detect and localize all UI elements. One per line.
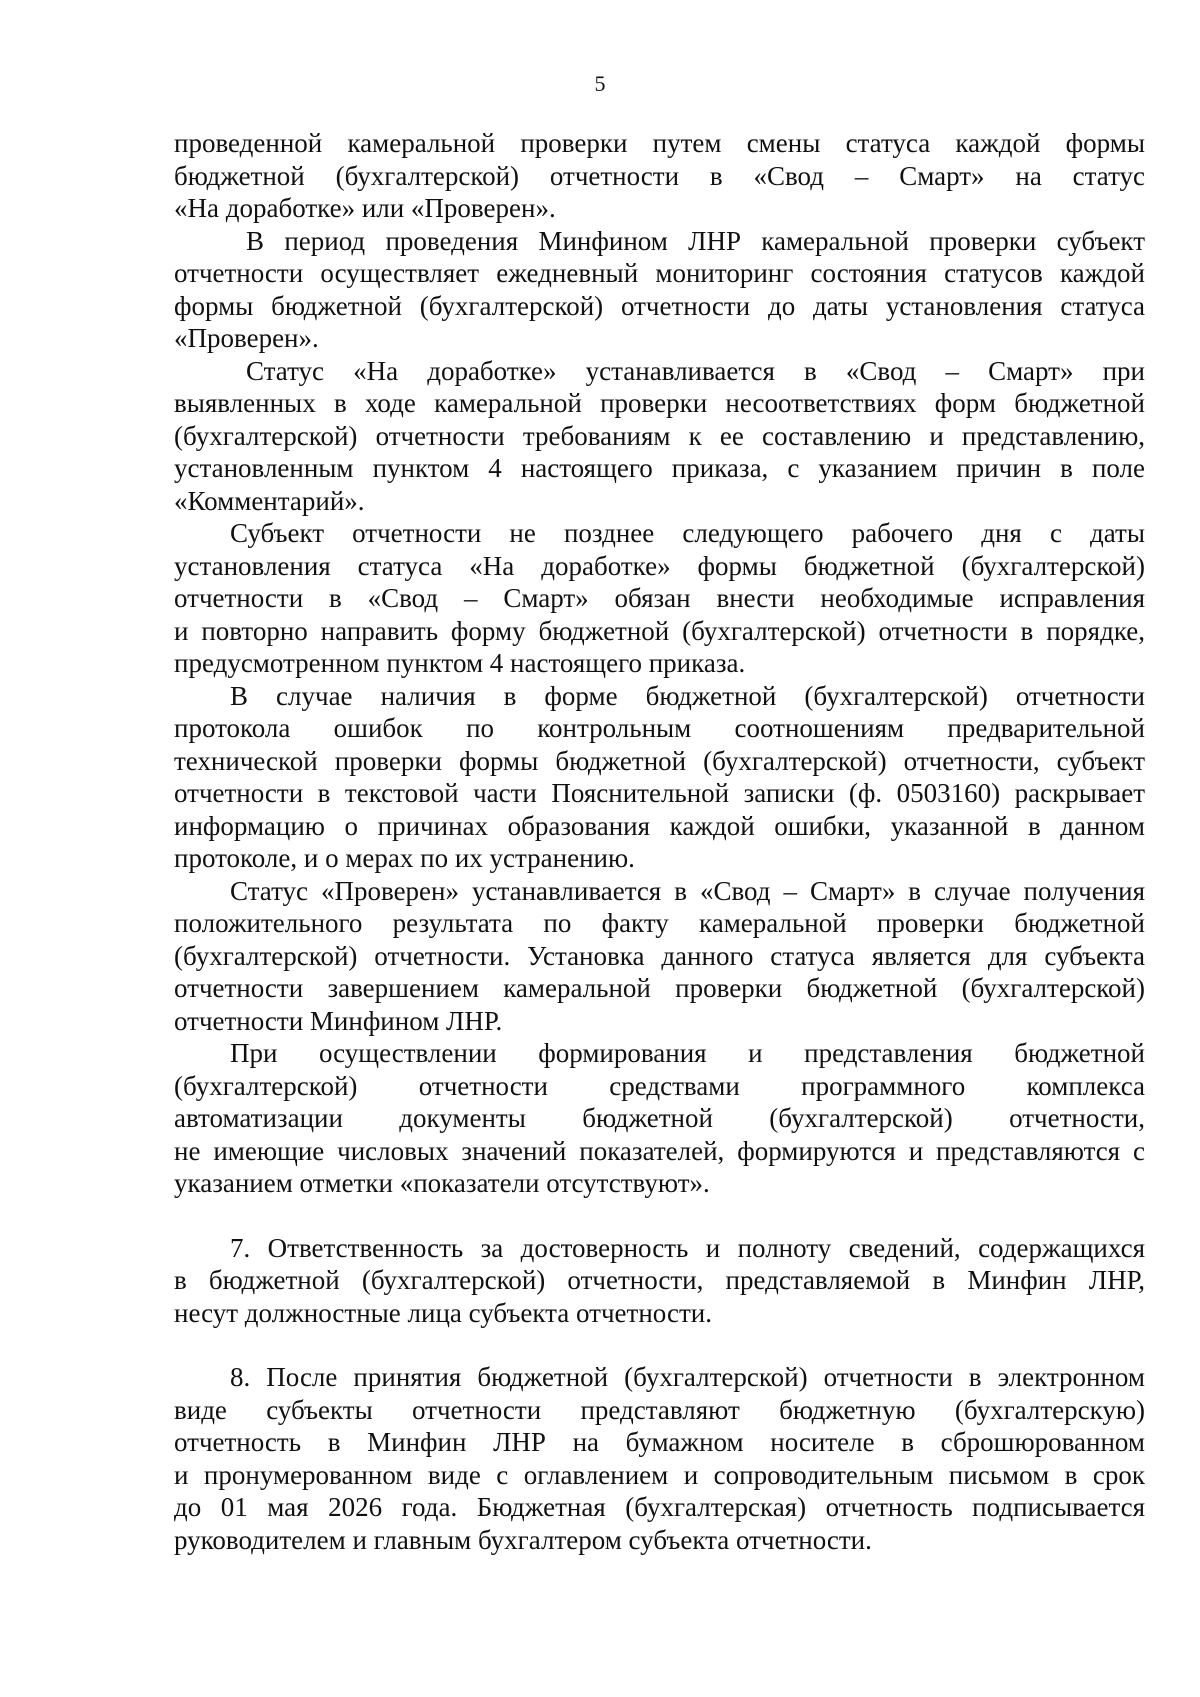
text-line: не имеющие числовых значений показателей, формируются и представляются с	[174, 1135, 1145, 1166]
text-line: отчетности в текстовой части Пояснительной записки (ф. 0503160) раскрывает	[174, 778, 1145, 808]
text-line: установленным пунктом 4 настоящего приказа, с указанием причин в поле	[174, 453, 1145, 483]
text-line: отчетности осуществляет ежедневный мониторинг состояния статусов каждой	[174, 258, 1145, 288]
text-line: (бухгалтерской) отчетности средствами программного комплекса	[174, 1070, 1145, 1101]
paragraph-continuation	[174, 127, 1145, 225]
text-line: информацию о причинах образования каждой ошибки, указанной в данном	[174, 810, 1145, 841]
text-line: проведенной камеральной проверки путем смены статуса каждой формы	[174, 128, 1145, 158]
text-line: Субъект отчетности не позднее следующего рабочего дня с даты	[230, 518, 1145, 548]
page-number: 5	[594, 71, 606, 96]
text-line: руководителем и главным бухгалтером субъекта отчетности.	[174, 1524, 872, 1555]
paragraph-monitoring	[174, 225, 1145, 355]
paragraph-no-values	[174, 1037, 1145, 1200]
text-line: автоматизации документы бюджетной (бухгалтерской) отчетности,	[174, 1103, 1145, 1133]
paragraph-gap	[174, 1329, 1145, 1361]
text-line: и пронумерованном виде с оглавлением и сопроводительным письмом в срок	[174, 1459, 1145, 1490]
text-line: выявленных в ходе камеральной проверки несоответствиях форм бюджетной	[174, 388, 1145, 418]
text-line: до 01 мая 2026 года. Бюджетная (бухгалтерская) отчетность подписывается	[174, 1492, 1145, 1522]
paragraph-status-verified	[174, 875, 1145, 1038]
text-line: 7. Ответственность за достоверность и полноту сведений, содержащихся	[230, 1232, 1145, 1263]
text-line: отчетности Минфином ЛНР.	[174, 1005, 503, 1036]
text-line: и повторно направить форму бюджетной (бухгалтерской) отчетности в порядке,	[174, 615, 1145, 646]
text-line: «Комментарий».	[174, 485, 365, 516]
text-line: виде субъекты отчетности представляют бюджетную (бухгалтерскую)	[174, 1394, 1145, 1425]
text-line: протокола ошибок по контрольным соотношениям предварительной	[174, 713, 1145, 743]
text-line: отчетности в «Свод – Смарт» обязан внести необходимые исправления	[174, 583, 1145, 613]
text-line: установления статуса «На доработке» формы бюджетной (бухгалтерской)	[174, 550, 1145, 581]
text-line: отчетность в Минфин ЛНР на бумажном носителе в сброшюрованном	[174, 1427, 1145, 1457]
text-line: несут должностные лица субъекта отчетности.	[174, 1297, 712, 1328]
text-line: отчетности завершением камеральной проверки бюджетной (бухгалтерской)	[174, 973, 1145, 1003]
text-line: В случае наличия в форме бюджетной (бухгалтерской) отчетности	[230, 680, 1145, 711]
text-line: протоколе, и о мерах по их устранению.	[174, 843, 635, 873]
text-line: в бюджетной (бухгалтерской) отчетности, представляемой в Минфин ЛНР,	[174, 1265, 1145, 1295]
text-line: (бухгалтерской) отчетности. Установка данного статуса является для субъекта	[174, 940, 1145, 971]
text-line: (бухгалтерской) отчетности требованиям к ее составлению и представлению,	[174, 420, 1145, 451]
paragraph-item-7	[174, 1232, 1145, 1330]
text-line: бюджетной (бухгалтерской) отчетности в «Свод – Смарт» на статус	[174, 160, 1145, 191]
text-line: 8. После принятия бюджетной (бухгалтерской) отчетности в электронном	[230, 1362, 1145, 1392]
paragraph-status-rework	[174, 355, 1145, 518]
text-line: «На доработке» или «Проверен».	[174, 193, 556, 223]
text-line: Статус «Проверен» устанавливается в «Свод – Смарт» в случае получения	[230, 875, 1145, 906]
text-line: предусмотренном пунктом 4 настоящего приказа.	[174, 648, 746, 678]
paragraph-error-protocol	[174, 680, 1145, 875]
paragraph-corrections	[174, 517, 1145, 680]
document-body	[174, 127, 1145, 1556]
text-line: указанием отметки «показатели отсутствуют».	[174, 1168, 710, 1198]
text-line: положительного результата по факту камеральной проверки бюджетной	[174, 908, 1145, 938]
paragraph-item-8	[174, 1361, 1145, 1556]
text-line: «Проверен».	[174, 323, 319, 353]
paragraph-gap	[174, 1200, 1145, 1232]
text-line: В период проведения Минфином ЛНР камеральной проверки субъект	[246, 225, 1145, 256]
text-line: технической проверки формы бюджетной (бухгалтерской) отчетности, субъект	[174, 745, 1145, 776]
text-line: формы бюджетной (бухгалтерской) отчетности до даты установления статуса	[174, 290, 1145, 321]
text-line: При осуществлении формирования и представления бюджетной	[230, 1038, 1145, 1068]
text-line: Статус «На доработке» устанавливается в «Свод – Смарт» при	[246, 355, 1145, 386]
